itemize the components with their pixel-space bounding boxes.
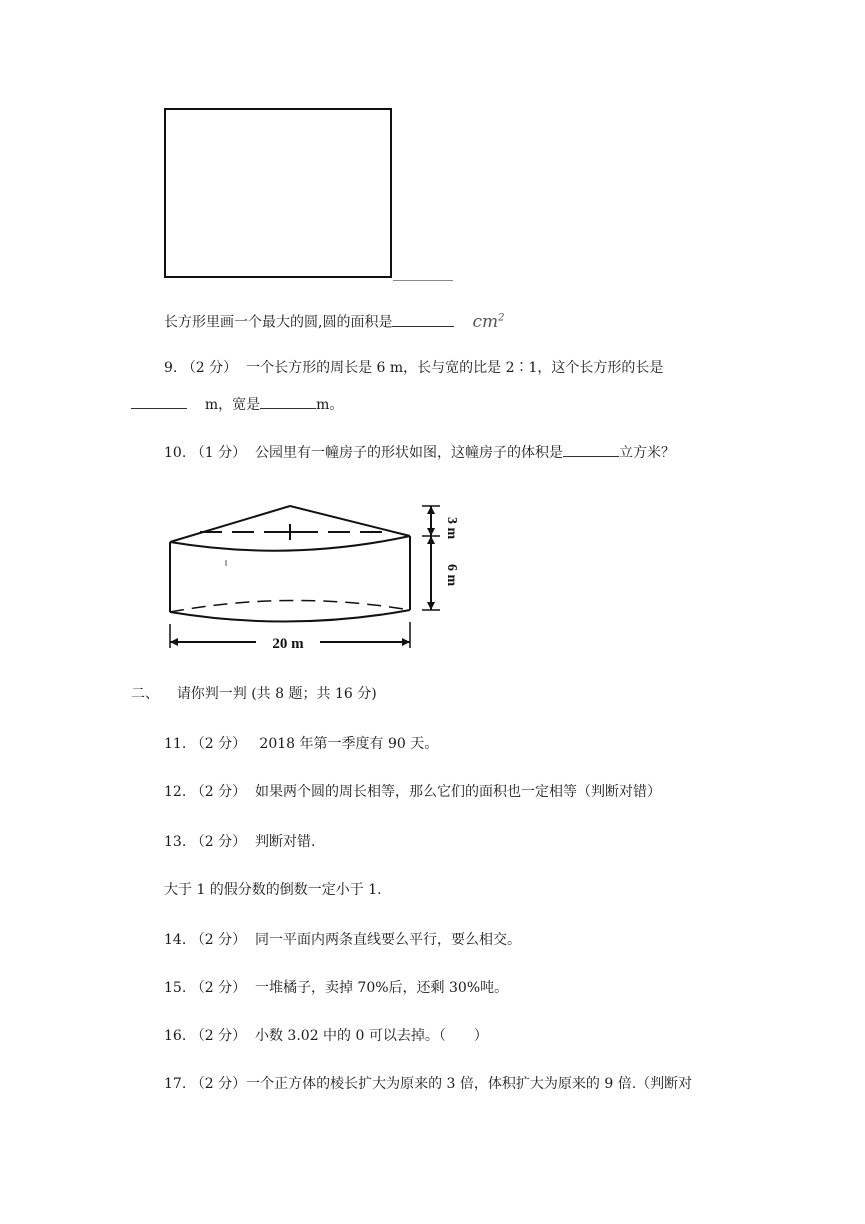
question-13 [164,832,315,852]
question-12 [164,782,661,802]
question-16 [164,1026,488,1046]
section-title: 请你判一判 [176,686,247,702]
question-number: 14. [164,932,187,948]
height-top-label: 3 m [444,517,459,540]
question-score: （2 分） [190,980,247,996]
question-score: （2 分） [190,1076,247,1092]
width-label: 20 m [272,636,304,652]
rectangle-figure [164,108,392,278]
unit-exponent: 2 [498,312,505,323]
q8-prompt: 长方形里画一个最大的圆,圆的面积是 [164,314,393,331]
q9-end-text: m。 [316,397,344,413]
section-number: 二、 [131,686,159,702]
question-text: 一个正方体的棱长扩大为原来的 3 倍，体积扩大为原来的 9 倍.（判断对 [246,1076,693,1092]
q10-text [164,442,675,463]
question-text: 同一平面内两条直线要么平行，要么相交。 [254,932,521,948]
question-number: 17. [164,1076,187,1092]
section-header [131,684,377,704]
q9-number: 9. [164,360,178,376]
question-number: 11. [164,736,187,752]
question-text: 2018 年第一季度有 90 天。 [254,736,439,752]
q10-prompt: 公园里有一幢房子的形状如图，这幢房子的体积是 [254,445,563,461]
q9-line1 [164,358,663,378]
question-number: 12. [164,784,187,800]
height-bottom-label: 6 m [444,564,459,587]
question-number: 15. [164,980,187,996]
question-score: （2 分） [190,1028,247,1044]
question-score: （2 分） [190,736,247,752]
q8-text [164,308,504,333]
section-info: (共 8 题；共 16 分) [251,686,377,702]
q8-unit [472,312,504,332]
q9-length-blank[interactable] [131,394,187,409]
question-score: （2 分） [190,932,247,948]
q9-score: （2 分） [181,360,238,376]
q10-suffix: 立方米？ [618,445,675,461]
question-number: 16. [164,1028,187,1044]
house-figure [160,498,470,658]
q10-score: （1 分） [190,445,247,461]
question-15 [164,978,508,998]
q10-answer-blank[interactable] [563,442,619,457]
unit-base: cm [472,311,499,332]
question-score: （2 分） [190,834,247,850]
q10-number: 10. [164,445,187,461]
q8-answer-blank[interactable] [392,312,454,327]
question-14 [164,930,521,950]
q9-prompt: 一个长方形的周长是 6 m，长与宽的比是 2∶1，这个长方形的长是 [246,360,664,376]
question-text: 判断对错. [254,834,316,850]
question-13-statement [164,880,382,900]
answer-blank-line [393,280,453,281]
q9-width-blank[interactable] [260,394,316,409]
question-number: 13. [164,834,187,850]
question-11 [164,734,438,754]
question-score: （2 分） [190,784,247,800]
question-text: 小数 3.02 中的 0 可以去掉。（ ） [254,1028,488,1044]
question-text: 一堆橘子，卖掉 70%后，还剩 30%吨。 [254,980,509,996]
question-text: 大于 1 的假分数的倒数一定小于 1. [164,882,382,898]
question-text: 如果两个圆的周长相等，那么它们的面积也一定相等（判断对错） [254,784,661,800]
q9-mid-text: m，宽是 [204,397,261,413]
q9-line2 [131,394,343,415]
question-17 [164,1074,692,1094]
